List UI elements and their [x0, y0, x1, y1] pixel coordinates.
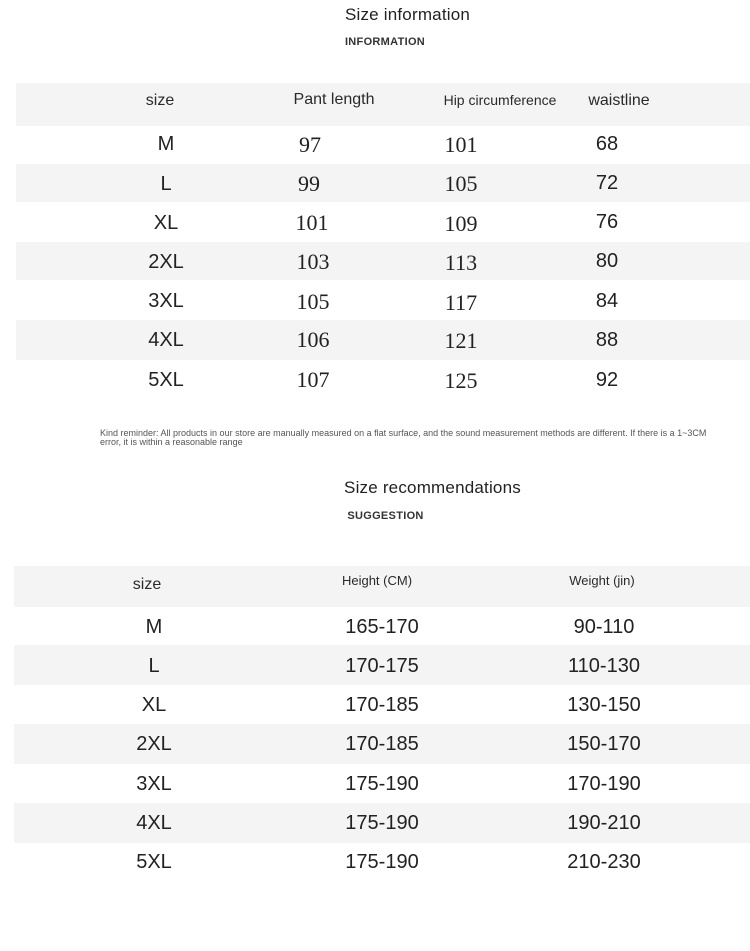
table-cell-size: 2XL [148, 251, 184, 273]
table-cell-weight: 170-190 [567, 773, 641, 795]
table-cell-hip: 117 [444, 290, 478, 315]
table-cell-weight: 110-130 [568, 655, 640, 677]
column-header-waistline: waistline [588, 92, 650, 109]
table-cell-hip: 105 [444, 171, 478, 196]
table-cell-size: M [157, 133, 175, 155]
size-info-subtitle: INFORMATION [344, 36, 426, 48]
table-cell-weight: 90-110 [573, 616, 635, 638]
table-cell-waistline: 72 [595, 172, 619, 194]
table-cell-weight: 130-150 [567, 694, 641, 716]
table-cell-size: M [145, 616, 163, 638]
table-cell-height: 175-190 [345, 851, 419, 873]
table-cell-weight: 150-170 [567, 733, 641, 755]
table-cell-height: 165-170 [345, 616, 419, 638]
row-band [16, 164, 750, 202]
table-cell-hip: 101 [444, 132, 478, 157]
table-cell-size: XL [153, 212, 179, 234]
table-cell-waistline: 84 [595, 290, 619, 312]
size-rec-subtitle: SUGGESTION [347, 510, 424, 522]
table-cell-pant-length: 101 [295, 210, 329, 235]
table-cell-height: 170-185 [345, 733, 419, 755]
table-cell-waistline: 76 [595, 211, 619, 233]
table-cell-height: 175-190 [345, 812, 419, 834]
column-header-size: size [145, 92, 175, 109]
table-cell-weight: 210-230 [567, 851, 641, 873]
table-cell-pant-length: 97 [299, 132, 321, 157]
table-cell-hip: 125 [444, 368, 478, 393]
table-cell-pant-length: 106 [296, 327, 330, 352]
table-cell-size: L [160, 173, 172, 195]
table-cell-size: 3XL [148, 290, 184, 312]
table-cell-height: 170-175 [345, 655, 419, 677]
table-cell-pant-length: 99 [298, 171, 320, 196]
column-header-hip-circumference: Hip circumference [443, 92, 557, 108]
row-band [16, 320, 750, 360]
table-cell-waistline: 80 [595, 250, 619, 272]
table-cell-size: 4XL [148, 329, 184, 351]
table-cell-pant-length: 103 [296, 249, 330, 274]
table-cell-pant-length: 107 [296, 367, 330, 392]
table-cell-hip: 121 [444, 328, 478, 353]
column-header-pant-length: Pant length [293, 91, 375, 108]
table-cell-hip: 109 [444, 211, 478, 236]
table-cell-waistline: 92 [595, 369, 619, 391]
table-cell-size: 3XL [136, 773, 172, 795]
table-cell-size: XL [141, 694, 167, 716]
table-cell-hip: 113 [444, 250, 478, 275]
column-header-weight: Weight (jin) [569, 573, 635, 588]
table-cell-height: 175-190 [345, 773, 419, 795]
kind-reminder-note: Kind reminder: All products in our store are manually measured on a flat surface, and the sound measurement methods are different. If there is a 1~3CM error, it is within a reasonable range [100, 428, 707, 447]
table-cell-size: 5XL [148, 369, 184, 391]
table-cell-weight: 190-210 [567, 812, 641, 834]
size-rec-title: Size recommendations [344, 478, 521, 497]
table-cell-size: 2XL [136, 733, 172, 755]
column-header-height: Height (CM) [341, 573, 413, 588]
column-header-size: size [132, 576, 162, 593]
table-cell-waistline: 88 [595, 329, 619, 351]
table-cell-pant-length: 105 [296, 289, 330, 314]
table-cell-size: 5XL [136, 851, 172, 873]
row-band [16, 242, 750, 280]
table-cell-waistline: 68 [595, 133, 619, 155]
table-cell-size: L [148, 655, 160, 677]
table-cell-height: 170-185 [345, 694, 419, 716]
size-info-title: Size information [344, 5, 471, 24]
table-cell-size: 4XL [136, 812, 172, 834]
